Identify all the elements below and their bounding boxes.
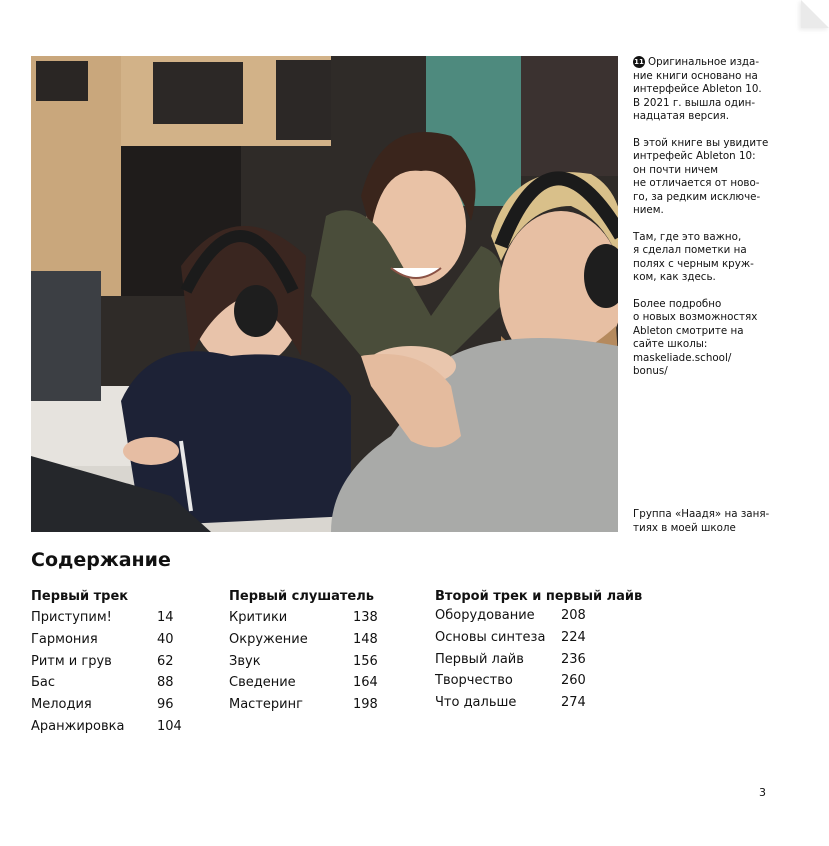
toc-item-label: Критики: [229, 610, 288, 625]
toc-item-label: Основы синтеза: [435, 629, 546, 645]
toc-item-label: Гармония: [31, 631, 98, 647]
toc-item[interactable]: [31, 694, 174, 716]
margin-note-text-2: В этой книге вы увидите интрефейс Ableton 10: он почти ничем не отличается от ново- го, за редким исключе- нием.: [633, 136, 769, 216]
margin-note: [633, 56, 783, 392]
toc-item-page: 138: [353, 610, 378, 625]
toc-item-label: Мелодия: [31, 697, 92, 713]
toc-section-1: [31, 589, 182, 738]
toc-item-page: 198: [353, 697, 378, 713]
toc-item-label: Творчество: [435, 673, 513, 689]
margin-note-paragraph: [633, 56, 783, 124]
toc-item-label: Окружение: [229, 631, 308, 647]
toc-item-page: 208: [561, 608, 586, 623]
toc-section-heading: Второй трек и первый лайв: [435, 589, 643, 604]
toc-item[interactable]: [229, 629, 378, 651]
toc-item-page: 224: [561, 629, 586, 645]
toc-item-page: 260: [561, 673, 586, 689]
toc-item-label: Ритм и грув: [31, 653, 112, 669]
margin-note-text-3: Там, где это важно, я сделал пометки на полях с черным круж- ком, как здесь.: [633, 230, 754, 283]
margin-note-text-4: Более подробно о новых возможностях Ableton смотрите на сайте школы: maskeliade.school/ bonus/: [633, 297, 758, 377]
toc-item-label: Бас: [31, 675, 56, 691]
toc-item-label: Мастеринг: [229, 697, 303, 713]
toc-item-page: 40: [157, 631, 174, 647]
toc-item-label: Сведение: [229, 675, 296, 691]
toc-item[interactable]: [31, 651, 174, 673]
toc-item-label: Что дальше: [435, 695, 517, 711]
toc-item[interactable]: [31, 716, 182, 738]
toc-item-page: 148: [353, 631, 378, 647]
toc-item-page: 164: [353, 675, 378, 691]
toc-section-heading: Первый слушатель: [229, 589, 374, 604]
toc-item-page: 274: [561, 695, 586, 711]
toc-item[interactable]: [229, 651, 378, 673]
toc-item-label: Первый лайв: [435, 651, 524, 667]
toc-section-3: [435, 589, 642, 714]
toc-section-heading: Первый трек: [31, 589, 129, 604]
toc-item[interactable]: [229, 672, 378, 694]
toc-item-page: 14: [157, 610, 174, 625]
toc-item[interactable]: [31, 607, 174, 629]
toc-item[interactable]: [435, 605, 642, 627]
toc-item-page: 156: [353, 653, 378, 669]
toc-item-label: Звук: [229, 653, 261, 669]
toc-item[interactable]: [31, 672, 174, 694]
toc-item[interactable]: [435, 670, 642, 692]
toc-item[interactable]: [31, 629, 174, 651]
toc-item[interactable]: [229, 694, 378, 716]
toc-section-2: [229, 589, 378, 716]
toc-item-page: 236: [561, 651, 586, 667]
toc-item-page: 88: [157, 675, 174, 691]
page-curl: [801, 0, 829, 28]
photo-caption: Группа «Наадя» на заня- тиях в моей школе: [633, 508, 770, 534]
toc-item-page: 96: [157, 697, 174, 713]
studio-photo-illustration: [31, 56, 618, 532]
toc-item-label: Аранжировка: [31, 718, 125, 734]
margin-note-paragraph: [633, 298, 783, 379]
margin-note-text-1: Оригинальное изда- ние книги основано на интерфейсе Ableton 10. В 2021 г. вышла один- надцатая версия.: [633, 56, 762, 122]
toc-item-label: Приступим!: [31, 610, 112, 625]
margin-note-paragraph: [633, 231, 783, 285]
toc-item-page: 62: [157, 653, 174, 669]
toc-item[interactable]: [435, 649, 642, 671]
toc-item-label: Оборудование: [435, 608, 535, 623]
margin-note-paragraph: [633, 137, 783, 218]
studio-photo: [31, 56, 618, 532]
toc-item[interactable]: [435, 627, 642, 649]
toc-title: Содержание: [31, 549, 171, 571]
toc-item-page: 104: [157, 718, 182, 734]
note-badge-circle: 11: [634, 58, 644, 66]
toc-item[interactable]: [229, 607, 378, 629]
toc-item[interactable]: [435, 692, 642, 714]
page-number: 3: [759, 786, 766, 799]
